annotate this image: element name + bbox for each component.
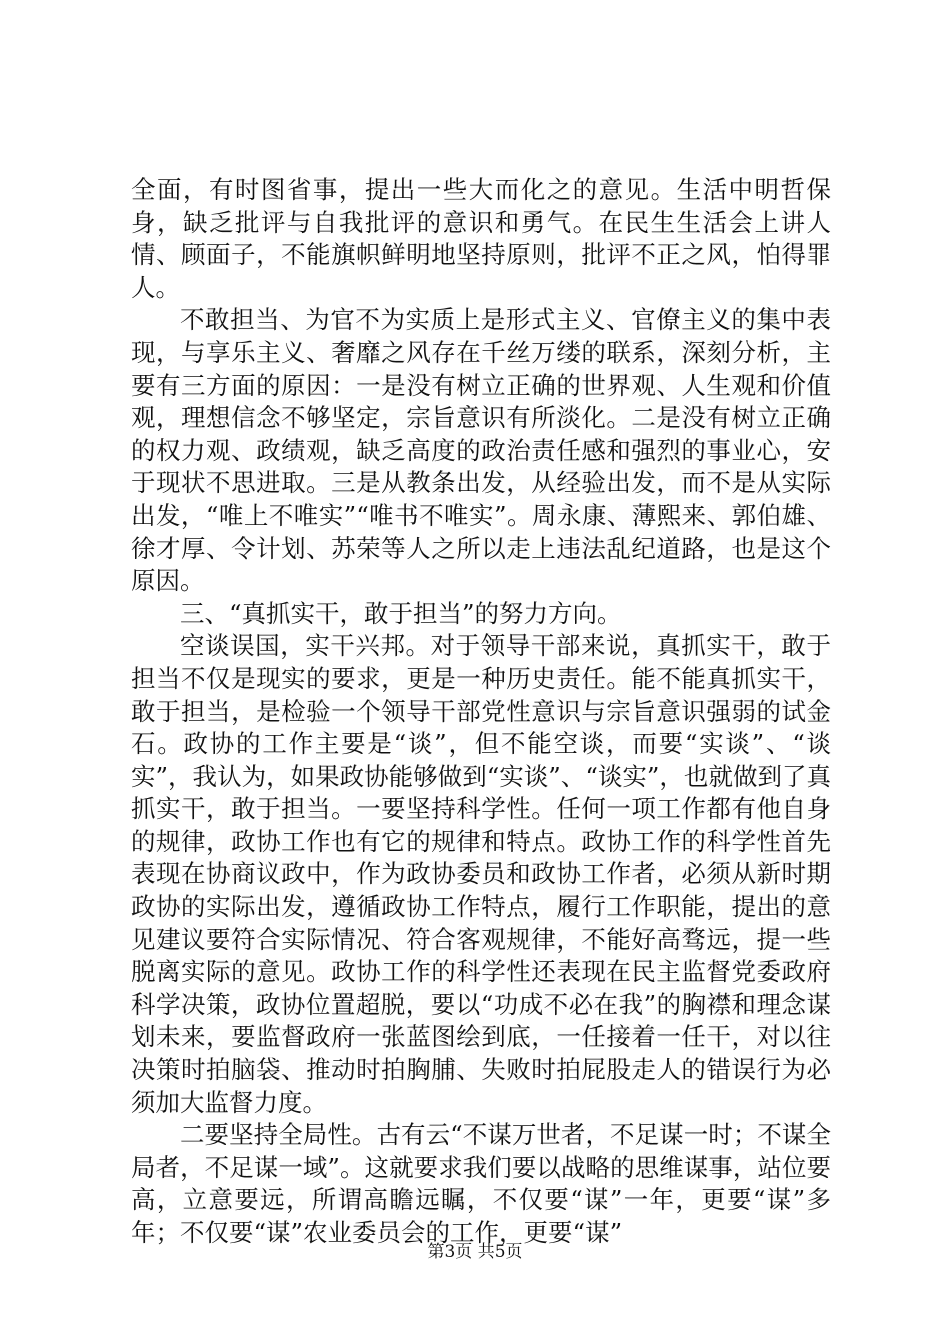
paragraph-overall: 二要坚持全局性。古有云“不谋万世者，不足谋一时；不谋全局者，不足谋一域”。这就要求我们要以战略的思维谋事，站位要高，立意要远，所谓高瞻远瞩，不仅要“谋”一年，更要“谋”多年；不仅要“谋”农业委员会的工作，更要“谋” [131,1120,831,1247]
page-footer: 第3页 共5页 [427,1242,523,1262]
paragraph-continuation: 全面，有时图省事，提出一些大而化之的意见。生活中明哲保身，缺乏批评与自我批评的意识和勇气。在民生生活会上讲人情、顾面子，不能旗帜鲜明地坚持原则，批评不正之风，怕得罪人。 [131,175,831,302]
section-heading-direction: 三、“真抓实干，敢于担当”的努力方向。 [180,598,622,628]
paragraph-causes: 不敢担当、为官不为实质上是形式主义、官僚主义的集中表现，与享乐主义、奢靡之风存在千丝万缕的联系，深刻分析，主要有三方面的原因：一是没有树立正确的世界观、人生观和价值观，理想信念不够坚定，宗旨意识有所淡化。二是没有树立正确的权力观、政绩观，缺乏高度的政治责任感和强烈的事业心，安于现状不思进取。三是从教条出发，从经验出发，而不是从实际出发，“唯上不唯实”“唯书不唯实”。周永康、薄熙来、郭伯雄、徐才厚、令计划、苏荣等人之所以走上违法乱纪道路，也是这个原因。 [131,305,831,596]
document-body [131,174,831,1250]
paragraph-scientific: 空谈误国，实干兴邦。对于领导干部来说，真抓实干，敢于担当不仅是现实的要求，更是一种历史责任。能不能真抓实干，敢于担当，是检验一个领导干部党性意识与宗旨意识强弱的试金石。政协的工作主要是“谈”，但不能空谈，而要“实谈”、“谈实”，我认为，如果政协能够做到“实谈”、“谈实”，也就做到了真抓实干，敢于担当。一要坚持科学性。任何一项工作都有他自身的规律，政协工作也有它的规律和特点。政协工作的科学性首先表现在协商议政中，作为政协委员和政协工作者，必须从新时期政协的实际出发，遵循政协工作特点，履行工作职能，提出的意见建议要符合实际情况、符合客观规律，不能好高骛远，提一些脱离实际的意见。政协工作的科学性还表现在民主监督党委政府科学决策，政协位置超脱，要以“功成不必在我”的胸襟和理念谋划未来，要监督政府一张蓝图绘到底，一任接着一任干，对以往决策时拍脑袋、推动时拍胸脯、失败时拍屁股走人的错误行为必须加大监督力度。 [131,631,831,1117]
